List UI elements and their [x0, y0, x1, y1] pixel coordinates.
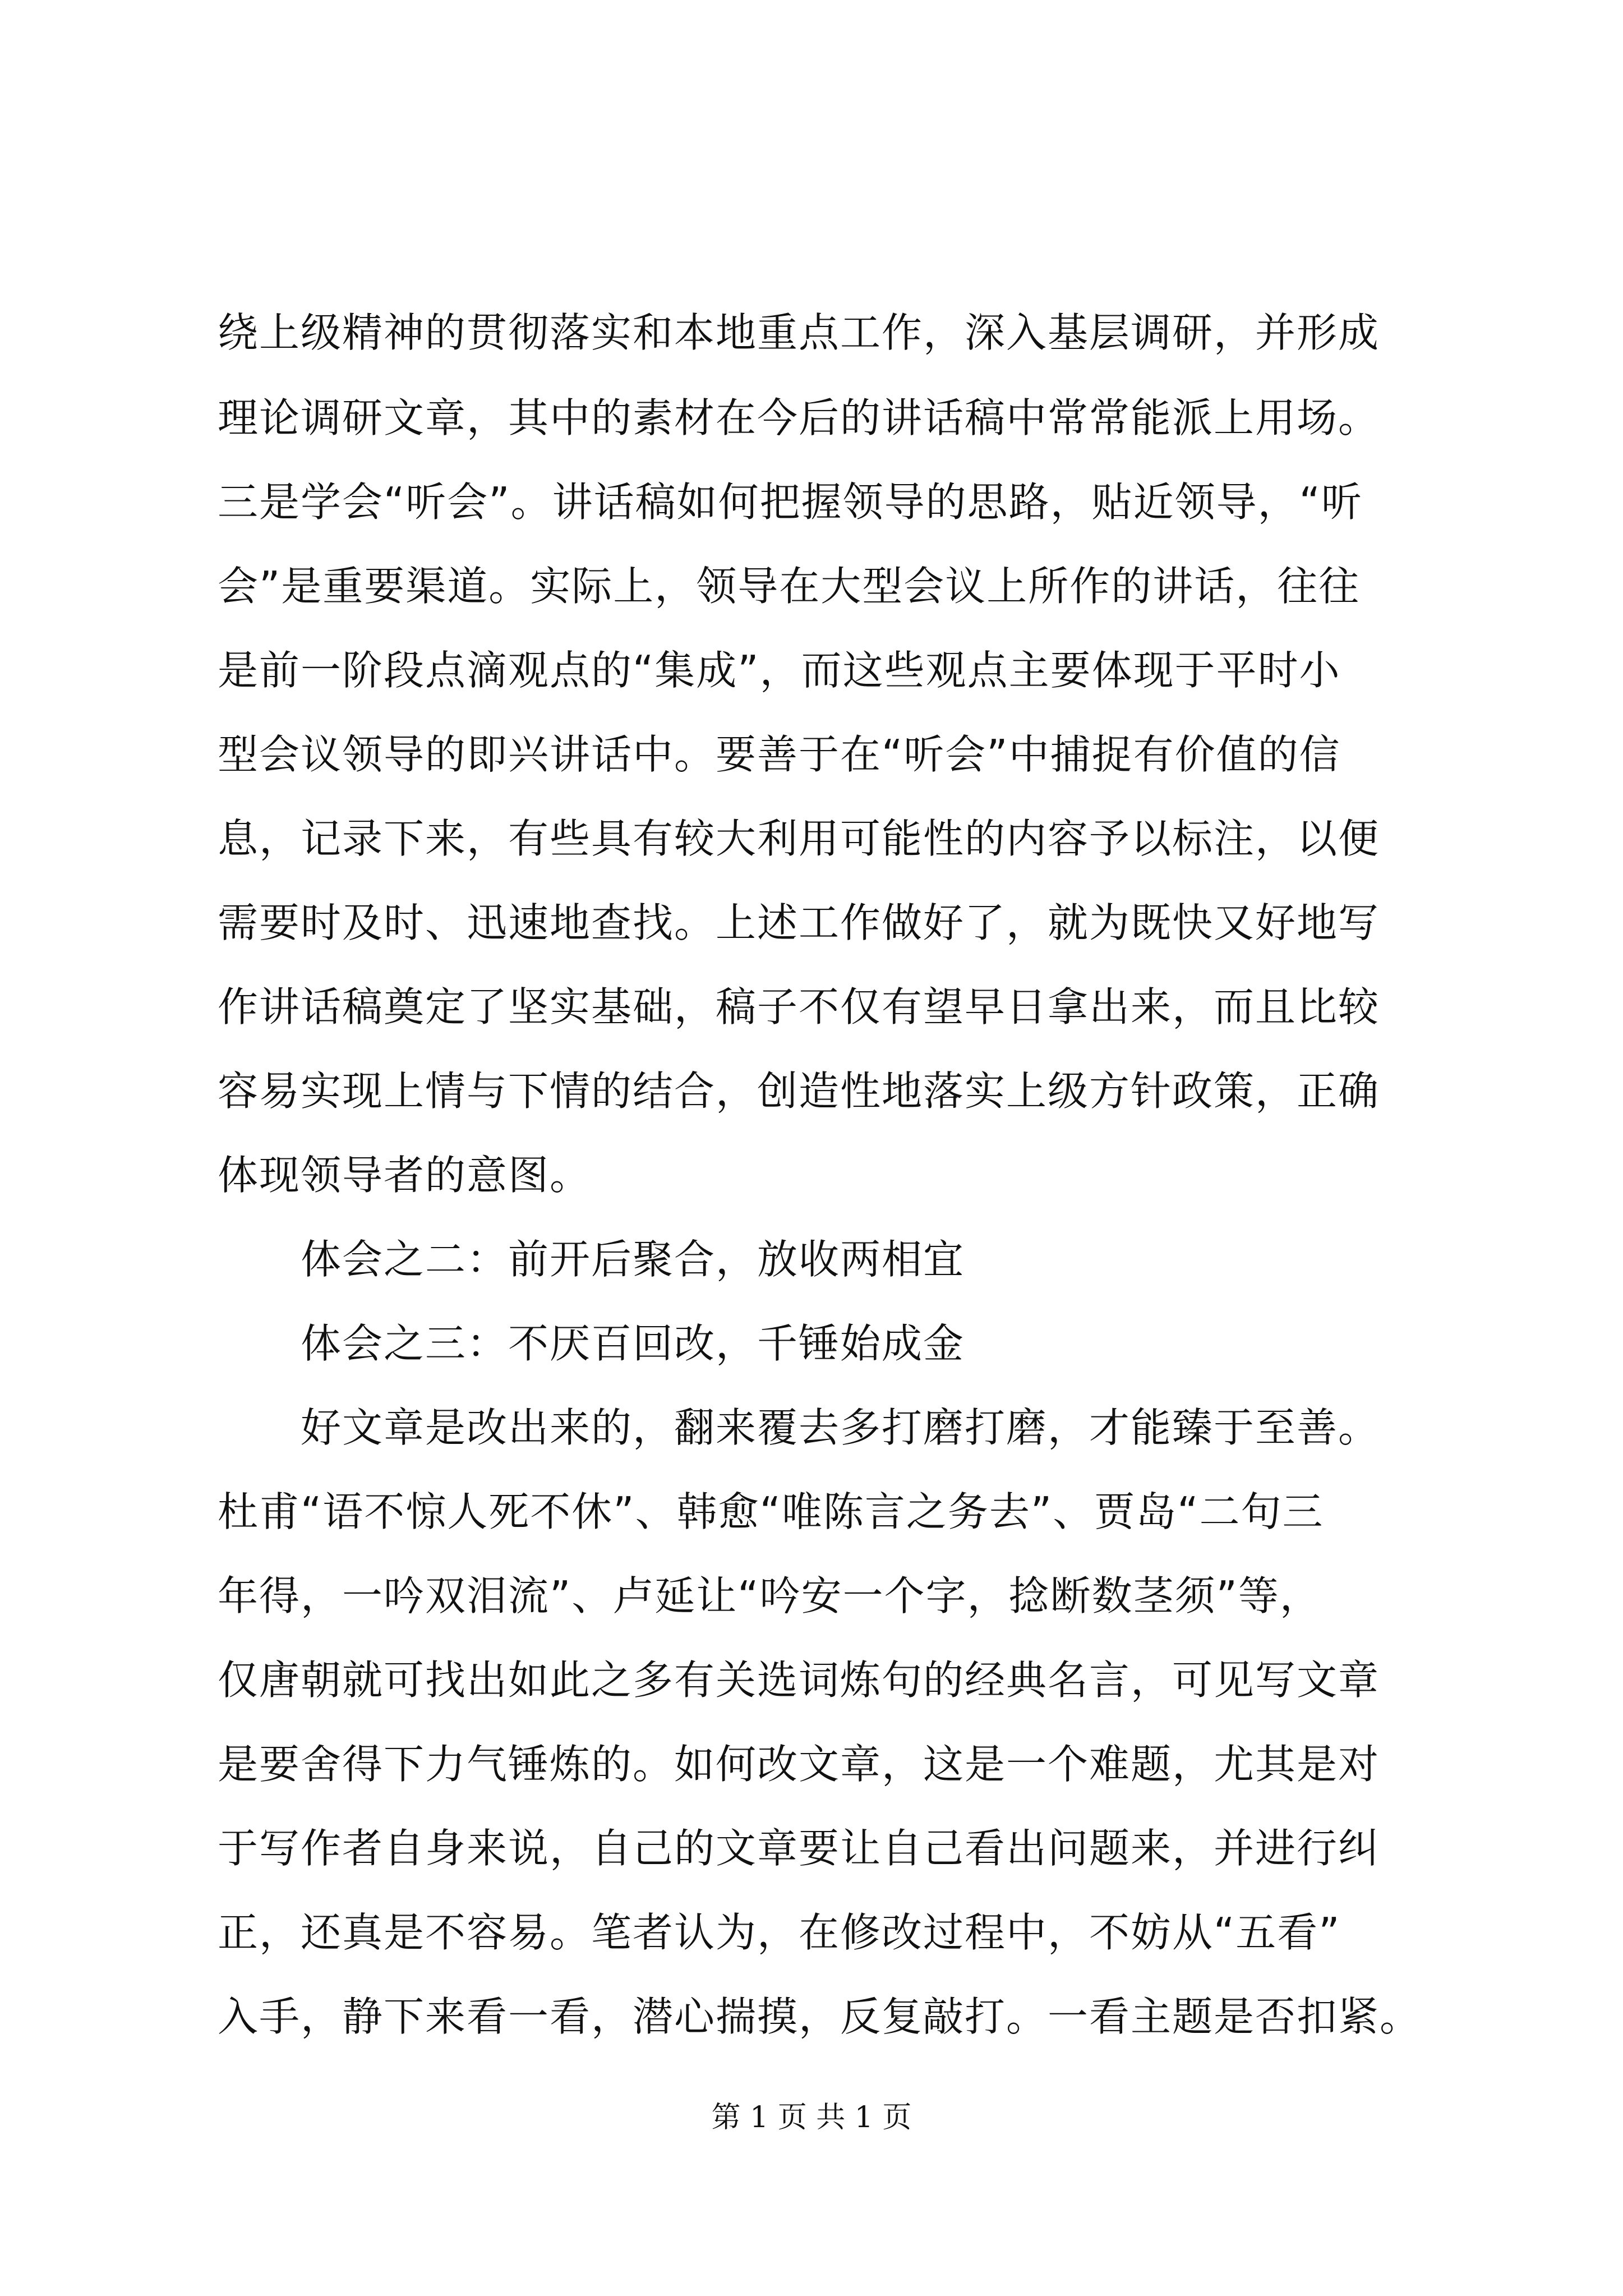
text-line: 绕上级精神的贯彻落实和本地重点工作，深入基层调研，并形成	[218, 309, 1380, 356]
text-line: 作讲话稿奠定了坚实基础，稿子不仅有望早日拿出来，而且比较	[218, 983, 1380, 1030]
text-line: 正，还真是不容易。笔者认为，在修改过程中，不妨从“五看”	[218, 1909, 1341, 1956]
text-line: 是要舍得下力气锤炼的。如何改文章，这是一个难题，尤其是对	[218, 1741, 1380, 1788]
section-heading: 体会之二：前开后聚合，放收两相宜	[301, 1236, 965, 1283]
text-line: 仅唐朝就可找出如此之多有关选词炼句的经典名言，可见写文章	[218, 1657, 1380, 1704]
section-heading: 体会之三：不厌百回改，千锤始成金	[301, 1320, 965, 1367]
text-line: 三是学会“听会”。讲话稿如何把握领导的思路，贴近领导，“听	[218, 478, 1363, 526]
text-line: 需要时及时、迅速地查找。上述工作做好了，就为既快又好地写	[218, 899, 1380, 946]
text-line: 息，记录下来，有些具有较大利用可能性的内容予以标注，以便	[218, 815, 1380, 862]
text-line: 杜甫“语不惊人死不休”、韩愈“唯陈言之务去”、贾岛“二句三	[218, 1488, 1324, 1535]
text-line: 会”是重要渠道。实际上，领导在大型会议上所作的讲话，往往	[218, 563, 1361, 610]
text-line: 型会议领导的即兴讲话中。要善于在“听会”中捕捉有价值的信	[218, 731, 1341, 778]
text-line: 好文章是改出来的，翻来覆去多打磨打磨，才能臻于至善。	[301, 1404, 1380, 1451]
text-line: 入手，静下来看一看，潜心揣摸，反复敲打。一看主题是否扣紧。	[218, 1993, 1422, 2040]
text-line: 理论调研文章，其中的素材在今后的讲话稿中常常能派上用场。	[218, 394, 1380, 441]
text-line: 于写作者自身来说，自己的文章要让自己看出问题来，并进行纠	[218, 1825, 1380, 1872]
page-number-footer: 第 1 页 共 1 页	[711, 2101, 912, 2134]
text-line: 容易实现上情与下情的结合，创造性地落实上级方针政策，正确	[218, 1068, 1380, 1115]
text-line: 年得，一吟双泪流”、卢延让“吟安一个字，捻断数茎须”等，	[218, 1572, 1321, 1619]
text-line: 是前一阶段点滴观点的“集成”，而这些观点主要体现于平时小	[218, 647, 1341, 694]
text-line: 体现领导者的意图。	[218, 1152, 592, 1199]
